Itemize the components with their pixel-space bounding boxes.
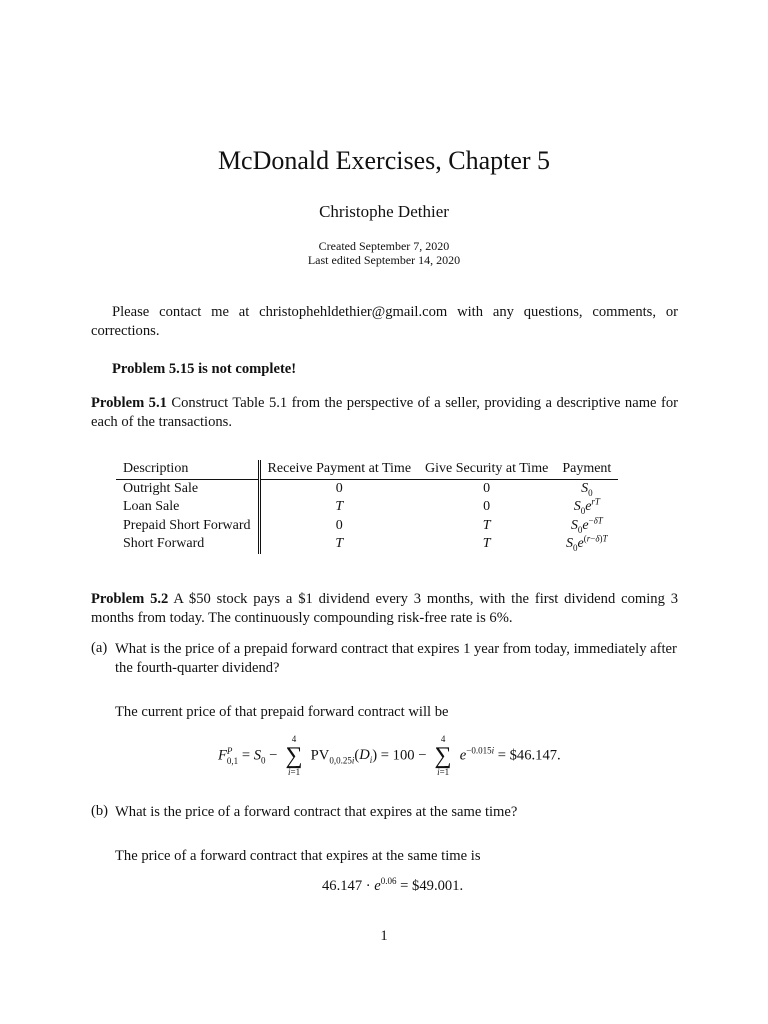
row-give: T [482,517,491,533]
problem-text: Construct Table 5.1 from the perspective of a seller, providing a descriptive name for each of the transactions. [91,395,678,430]
problem-5-2 [91,590,678,628]
edited-date: Last edited September 14, 2020 [307,253,461,267]
author-name: Christophe Dethier [319,202,449,221]
row-payment: $S_0e^{(r-\delta)T}$ [566,533,608,554]
table-row [116,479,618,498]
row-receive: 0 [335,517,343,533]
header-payment: Payment [555,460,618,479]
equation-forward: $46.147 \cdot e^{0.06}$ = $49.001. [322,876,464,894]
row-give: T [482,536,491,552]
row-give: 0 [483,499,491,515]
part-a-question: What is the price of a prepaid forward contract that expires 1 year from today, immediately after the fourth-quarter dividend? [115,641,677,676]
header-description: Description [116,460,259,479]
row-description: Short Forward [116,535,259,554]
equation-prepaid-forward: FP $0,1 = S_0$ − 4 ∑ i=1 $PV_{0,0.25i}(D_i) = 100$ − 4 ∑ i=1 $e^{-0.015i}$ = $46.147. [218,734,561,777]
problem-label: Problem 5.2 [91,591,169,607]
problem-5-1 [91,394,678,432]
intro-paragraph: Please contact me at christophehldethier@gmail.com with any questions, comments, or corrections. [91,304,678,339]
part-b-question: What is the price of a forward contract that expires at the same time? [115,804,518,820]
problem-label: Problem 5.1 [91,395,167,411]
transactions-table [116,460,618,554]
paper-title: McDonald Exercises, Chapter 5 [217,146,551,175]
page-number: 1 [380,928,388,944]
part-a-answer: The current price of that prepaid forward contract will be [115,704,449,720]
row-receive: T [335,536,344,552]
created-date: Created September 7, 2020 [318,239,450,253]
row-receive: 0 [335,480,343,496]
part-b-label: (b) [91,803,109,819]
row-payment: $S_0e^{rT}$ [573,496,600,517]
row-receive: T [335,499,344,515]
row-description: Prepaid Short Forward [116,517,259,536]
warning-note: Problem 5.15 is not complete! [112,361,297,377]
table-row [116,535,618,554]
part-b-answer: The price of a forward contract that expires at the same time is [115,848,481,864]
table-row [116,517,618,536]
part-a-label: (a) [91,640,108,656]
table-header-row [116,460,618,479]
row-payment: $S_0$ [581,480,593,498]
row-payment: $S_0e^{-\delta T}$ [570,515,603,535]
header-give: Give Security at Time [418,460,555,479]
row-description: Loan Sale [116,498,259,517]
row-give: 0 [483,480,491,496]
problem-text: A $50 stock pays a $1 dividend every 3 months, with the first dividend coming 3 months from today. The continuously compounding risk-free rate is 6%. [91,591,679,626]
row-description: Outright Sale [116,479,259,498]
header-receive: Receive Payment at Time [259,460,418,479]
table-row [116,498,618,517]
